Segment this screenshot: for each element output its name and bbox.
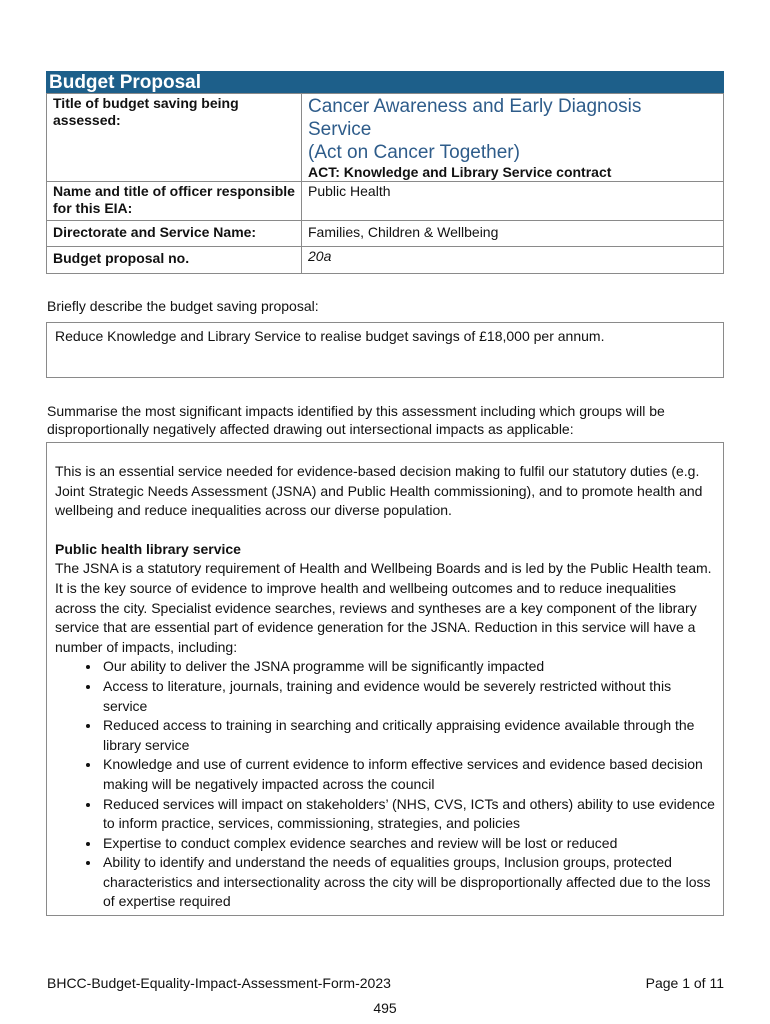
list-item: • Ability to identify and understand the needs of equalities groups, Inclusion groups, protected characteristics and intersectionality across the city will be disproportionally affected due to the loss of expertise required: [101, 853, 715, 912]
title-value-cell: [302, 94, 724, 182]
table-row: [47, 247, 724, 274]
title-value-line-3: (Act on Cancer Together): [308, 142, 520, 163]
officer-label: Name and title of officer responsible for this EIA:: [47, 182, 302, 221]
proposal-number-label: Budget proposal no.: [47, 247, 302, 274]
list-item: • Reduced access to training in searching and critically appraising evidence available through the library service: [101, 716, 715, 755]
summary-prompt: Summarise the most significant impacts identified by this assessment including which groups will be disproportionally negatively affected drawing out intersectional impacts as applicable:: [47, 403, 665, 437]
list-item: • Knowledge and use of current evidence to inform effective services and evidence based decision making will be negatively impacted across the council: [101, 755, 715, 794]
directorate-label: Directorate and Service Name:: [47, 221, 302, 247]
title-value-line-2: Service: [308, 119, 372, 140]
budget-proposal-header: [46, 71, 724, 93]
list-item: • Expertise to conduct complex evidence searches and review will be lost or reduced: [101, 834, 715, 854]
table-row: [47, 182, 724, 221]
summary-answer-box: [46, 442, 724, 916]
describe-answer-box: [46, 322, 724, 378]
footer-form-name: BHCC-Budget-Equality-Impact-Assessment-Form-2023: [47, 975, 391, 991]
describe-answer: Reduce Knowledge and Library Service to realise budget savings of £18,000 per annum.: [55, 328, 605, 344]
list-item: • Our ability to deliver the JSNA programme will be significantly impacted: [101, 657, 715, 677]
proposal-info-table: [46, 93, 724, 274]
table-row: [47, 221, 724, 247]
proposal-number-value: 20a: [302, 247, 724, 274]
impact-list: [55, 657, 715, 912]
officer-value: Public Health: [302, 182, 724, 221]
summary-intro: This is an essential service needed for evidence-based decision making to fulfil our statutory duties (e.g. Joint Strategic Needs Assessment (JSNA) and Public Health commissioning), and to promote health and wellbeing and reduce inequalities across our diverse population.: [55, 463, 703, 519]
footer-page-number: 495: [373, 1000, 397, 1016]
title-value-subtitle: ACT: Knowledge and Library Service contract: [308, 164, 612, 180]
title-label: Title of budget saving being assessed:: [47, 94, 302, 182]
summary-subheading: Public health library service: [55, 540, 241, 557]
describe-prompt: Briefly describe the budget saving proposal:: [47, 298, 319, 314]
title-value-line-1: Cancer Awareness and Early Diagnosis: [308, 96, 642, 117]
directorate-value: Families, Children & Wellbeing: [302, 221, 724, 247]
list-item: • Access to literature, journals, training and evidence would be severely restricted without this service: [101, 677, 715, 716]
summary-body: The JSNA is a statutory requirement of Health and Wellbeing Boards and is led by the Public Health team. It is the key source of evidence to improve health and wellbeing outcomes and to reduce inequalities across the city. Specialist evidence searches, reviews and syntheses are a key component of the library service that are essential part of evidence generation for the JSNA. Reduction in this service will have a number of impacts, including:: [55, 560, 712, 655]
header-title: Budget Proposal: [49, 72, 202, 93]
list-item: • Reduced services will impact on stakeholders’ (NHS, CVS, ICTs and others) ability to use evidence to inform practice, services, commissioning, strategies, and policies: [101, 795, 715, 834]
footer-page-of: Page 1 of 11: [645, 975, 724, 991]
table-row: [47, 94, 724, 182]
